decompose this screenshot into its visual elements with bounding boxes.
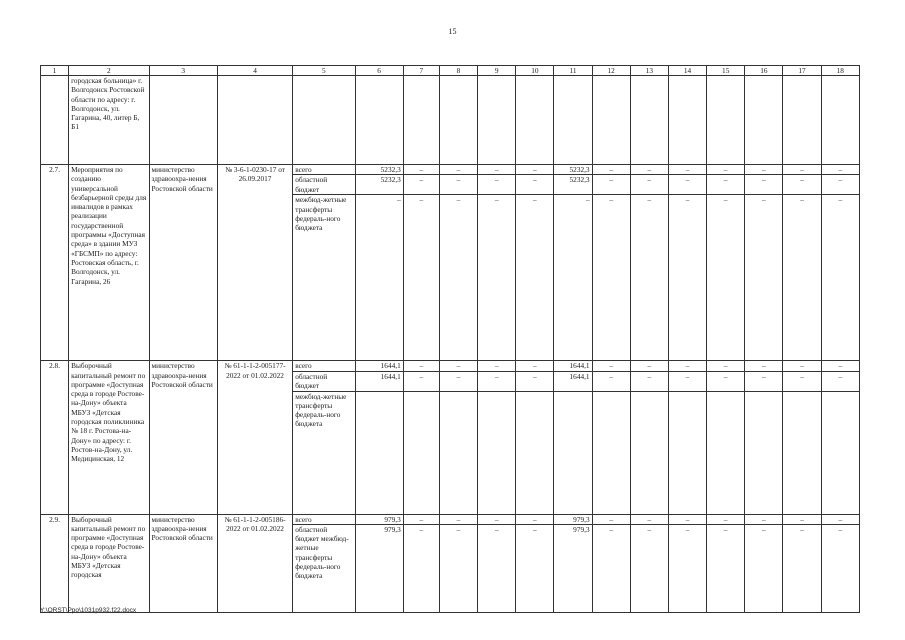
value-col-7: – (403, 371, 439, 391)
empty-cell (630, 76, 668, 165)
column-number-5: 5 (293, 66, 355, 76)
value-col-9: – (478, 165, 516, 175)
column-number-6: 6 (355, 66, 403, 76)
executor: министерство здравоохра-нения Ростовской области (149, 165, 217, 361)
value-col-15: – (707, 361, 745, 371)
value-col-6: 5232,3 (355, 165, 403, 175)
value-col-17: – (783, 361, 821, 371)
value-col-14: – (668, 371, 706, 391)
value-col-8: – (439, 524, 477, 612)
value-col-12: – (592, 165, 630, 175)
value-col-16: – (745, 524, 783, 612)
document-number: № 3-6-1-0230-17 от 26.09.2017 (217, 165, 292, 361)
value-col-13: – (630, 195, 668, 361)
funding-source: областной бюджет межбюд-жетные трансферты федераль-ного бюджета (293, 524, 355, 612)
value-col-12: – (592, 371, 630, 391)
empty-cell (707, 76, 745, 165)
value-col-15: – (707, 514, 745, 524)
empty-cell (821, 76, 859, 165)
value-col-16: – (745, 514, 783, 524)
value-col-10: – (516, 165, 554, 175)
value-col-9: – (478, 361, 516, 371)
value-col-8: – (439, 175, 477, 195)
value-col-10: – (516, 524, 554, 612)
value-col-17: – (783, 165, 821, 175)
column-number-10: 10 (516, 66, 554, 76)
column-number-14: 14 (668, 66, 706, 76)
value-col-10 (516, 391, 554, 514)
value-col-7: – (403, 514, 439, 524)
column-number-4: 4 (217, 66, 292, 76)
value-col-9: – (478, 371, 516, 391)
value-col-8: – (439, 195, 477, 361)
value-col-10: – (516, 361, 554, 371)
funding-source: областной бюджет (293, 371, 355, 391)
value-col-15: – (707, 175, 745, 195)
empty-cell (516, 76, 554, 165)
value-col-9: – (478, 524, 516, 612)
value-col-18: – (821, 524, 859, 612)
value-col-16: – (745, 165, 783, 175)
value-col-14: – (668, 195, 706, 361)
value-col-6: 979,3 (355, 524, 403, 612)
column-number-9: 9 (478, 66, 516, 76)
empty-cell (149, 76, 217, 165)
executor: министерство здравоохра-нения Ростовской области (149, 361, 217, 514)
value-col-10: – (516, 175, 554, 195)
executor: министерство здравоохра-нения Ростовской области (149, 514, 217, 612)
value-col-16 (745, 391, 783, 514)
row-number: 2.7. (41, 165, 69, 361)
value-col-10: – (516, 371, 554, 391)
value-col-12: – (592, 514, 630, 524)
value-col-11: – (554, 195, 592, 361)
value-col-12: – (592, 361, 630, 371)
value-col-7: – (403, 165, 439, 175)
value-col-6: 979,3 (355, 514, 403, 524)
value-col-13 (630, 391, 668, 514)
value-col-8: – (439, 361, 477, 371)
empty-cell (41, 76, 69, 165)
empty-cell (783, 76, 821, 165)
measure-name: Выборочный капитальный ремонт по программе «Доступная среда в городе Ростове-на-Дону» объекта МБУЗ «Детская городская поликлиника № 18 г. Ростова-на-Дону» по адресу: г. Ростов-на-Дону, ул. Медицинская, 12 (69, 361, 149, 514)
value-col-14 (668, 391, 706, 514)
funding-source: межбюд-жетные трансферты федераль-ного бюджета (293, 195, 355, 361)
empty-cell (403, 76, 439, 165)
value-col-17: – (783, 524, 821, 612)
column-number-row (41, 66, 860, 76)
value-col-7: – (403, 195, 439, 361)
value-col-9: – (478, 175, 516, 195)
funding-source: всего (293, 165, 355, 175)
value-col-18: – (821, 361, 859, 371)
column-number-18: 18 (821, 66, 859, 76)
value-col-17: – (783, 175, 821, 195)
value-col-12 (592, 391, 630, 514)
empty-cell (293, 76, 355, 165)
value-col-17: – (783, 195, 821, 361)
funding-source: всего (293, 361, 355, 371)
column-number-8: 8 (439, 66, 477, 76)
value-col-17 (783, 391, 821, 514)
value-col-16: – (745, 175, 783, 195)
value-col-11: 979,3 (554, 524, 592, 612)
document-number: № 61-1-1-2-005186-2022 от 01.02.2022 (217, 514, 292, 612)
value-col-15 (707, 391, 745, 514)
value-col-11: 979,3 (554, 514, 592, 524)
value-col-9 (478, 391, 516, 514)
value-col-6 (355, 391, 403, 514)
value-col-6: 1644,1 (355, 361, 403, 371)
value-col-18: – (821, 195, 859, 361)
value-col-7: – (403, 175, 439, 195)
empty-cell (745, 76, 783, 165)
value-col-6: – (355, 195, 403, 361)
empty-cell (592, 76, 630, 165)
column-number-12: 12 (592, 66, 630, 76)
value-col-15: – (707, 195, 745, 361)
value-col-15: – (707, 165, 745, 175)
table-row (41, 165, 860, 175)
value-col-8: – (439, 165, 477, 175)
continuation-row (41, 76, 860, 165)
budget-table (40, 65, 860, 613)
value-col-8: – (439, 514, 477, 524)
value-col-13: – (630, 514, 668, 524)
value-col-12: – (592, 195, 630, 361)
value-col-8 (439, 391, 477, 514)
measure-name: Мероприятия по созданию универсальной безбарьерной среды для инвалидов в рамках реализации государственной программы «Доступная среда» в здании МУЗ «ГБСМП» по адресу: Ростовская область, г. Волгодонск, ул. Гагарина, 26 (69, 165, 149, 361)
value-col-18: – (821, 175, 859, 195)
value-col-7: – (403, 524, 439, 612)
value-col-14: – (668, 165, 706, 175)
value-col-7 (403, 391, 439, 514)
value-col-16: – (745, 371, 783, 391)
value-col-18 (821, 391, 859, 514)
value-col-11: 5232,3 (554, 165, 592, 175)
empty-cell (478, 76, 516, 165)
column-number-13: 13 (630, 66, 668, 76)
value-col-7: – (403, 361, 439, 371)
value-col-13: – (630, 371, 668, 391)
value-col-11: 1644,1 (554, 371, 592, 391)
column-number-16: 16 (745, 66, 783, 76)
value-col-10: – (516, 195, 554, 361)
value-col-9: – (478, 514, 516, 524)
empty-cell (217, 76, 292, 165)
empty-cell (554, 76, 592, 165)
measure-name: Выборочный капитальный ремонт по программе «Доступная среда в городе Ростове-на-Дону» объекта МБУЗ «Детская городская (69, 514, 149, 612)
value-col-13: – (630, 175, 668, 195)
table-row (41, 361, 860, 371)
file-path-footer: Y:\ORST\Ppo\1031p932.f22.docx (40, 607, 137, 614)
value-col-17: – (783, 514, 821, 524)
value-col-11: 1644,1 (554, 361, 592, 371)
value-col-16: – (745, 195, 783, 361)
value-col-17: – (783, 371, 821, 391)
column-number-2: 2 (69, 66, 149, 76)
empty-cell (355, 76, 403, 165)
table-row (41, 514, 860, 524)
value-col-15: – (707, 524, 745, 612)
value-col-14: – (668, 175, 706, 195)
empty-cell (439, 76, 477, 165)
column-number-3: 3 (149, 66, 217, 76)
funding-source: межбюд-жетные трансферты федераль-ного бюджета (293, 391, 355, 514)
value-col-12: – (592, 175, 630, 195)
column-number-1: 1 (41, 66, 69, 76)
row-number: 2.8. (41, 361, 69, 514)
value-col-18: – (821, 514, 859, 524)
page-number: 15 (448, 27, 457, 36)
value-col-10: – (516, 514, 554, 524)
value-col-9: – (478, 195, 516, 361)
value-col-13: – (630, 165, 668, 175)
value-col-16: – (745, 361, 783, 371)
continuation-name: городская больница» г. Волгодонск Ростовской области по адресу: г. Волгодонск, ул. Гагарина, 40, литер Б, Б1 (69, 76, 149, 165)
row-number: 2.9. (41, 514, 69, 612)
column-number-15: 15 (707, 66, 745, 76)
value-col-15: – (707, 371, 745, 391)
value-col-13: – (630, 524, 668, 612)
value-col-18: – (821, 165, 859, 175)
value-col-14: – (668, 524, 706, 612)
column-number-11: 11 (554, 66, 592, 76)
funding-source: всего (293, 514, 355, 524)
value-col-18: – (821, 371, 859, 391)
value-col-8: – (439, 371, 477, 391)
value-col-13: – (630, 361, 668, 371)
value-col-11: 5232,3 (554, 175, 592, 195)
value-col-14: – (668, 514, 706, 524)
funding-source: областной бюджет (293, 175, 355, 195)
value-col-14: – (668, 361, 706, 371)
empty-cell (668, 76, 706, 165)
value-col-11 (554, 391, 592, 514)
value-col-12: – (592, 524, 630, 612)
value-col-6: 1644,1 (355, 371, 403, 391)
column-number-7: 7 (403, 66, 439, 76)
document-number: № 61-1-1-2-005177-2022 от 01.02.2022 (217, 361, 292, 514)
value-col-6: 5232,3 (355, 175, 403, 195)
column-number-17: 17 (783, 66, 821, 76)
